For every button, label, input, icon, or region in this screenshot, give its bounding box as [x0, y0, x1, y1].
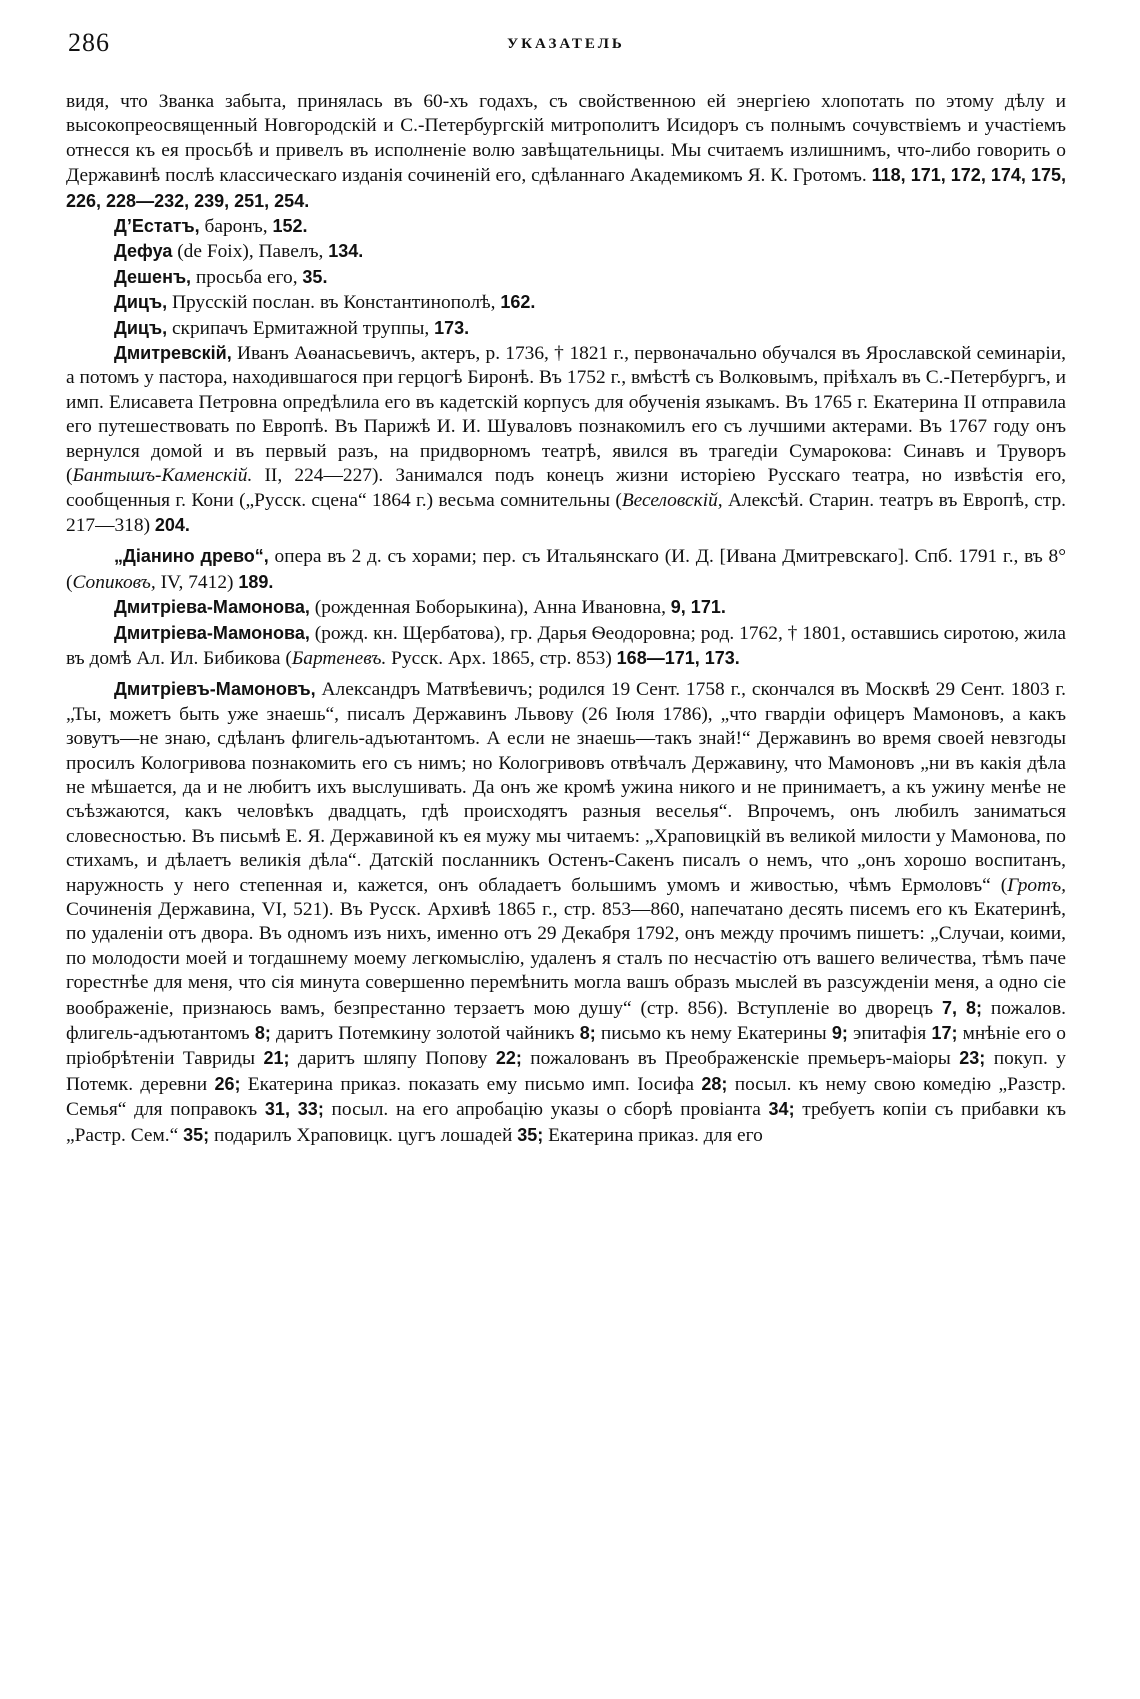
entry-headword: Дмитревскiй,	[114, 343, 232, 364]
page-refs: 21;	[263, 1048, 290, 1069]
source-citation: Сопиковъ,	[72, 571, 156, 593]
entry-text: (рожд. кн. Щербатова), гр. Дарья Ѳеодоровна; род. 1762, † 1801, оставшись сиротою, жила въ домѣ Ал. Ил. Бибикова (	[66, 622, 1066, 669]
page-number: 286	[68, 28, 110, 57]
page-refs: 17;	[931, 1023, 958, 1044]
page-refs: 22;	[495, 1048, 522, 1069]
entry-headword: Д’Естатъ,	[114, 216, 200, 237]
entry-headword: „Дiанино древо“,	[114, 546, 269, 567]
entry-headword: Дицъ,	[114, 292, 168, 313]
page-refs: 168—171, 173.	[616, 647, 740, 668]
page-refs: 152.	[272, 216, 308, 237]
entry-text: письмо къ нему Екатерины	[595, 1023, 827, 1045]
entry-text: посыл. на его апробацiю указы о сборѣ провiанта	[323, 1099, 761, 1121]
page-refs: 8;	[254, 1023, 271, 1044]
entry-text: Екатерина приказ. для его	[543, 1124, 763, 1146]
entry-headword: Дефуа	[114, 241, 173, 262]
entry-headword: Дицъ,	[114, 317, 168, 338]
page-refs: 35;	[517, 1124, 544, 1145]
page-refs: 134.	[328, 241, 364, 262]
entry-text: посыл. къ нему свою комедiю „Разстр. Семья“ для поправокъ	[66, 1073, 1066, 1121]
entry-text: даритъ шляпу Попову	[289, 1048, 488, 1070]
entry-text: мнѣнiе его о прiобрѣтенiи Тавриды	[66, 1023, 1066, 1070]
page-refs: 8;	[579, 1023, 596, 1044]
entry-text: пожалов. флигель-адъютантомъ	[66, 997, 1066, 1045]
page-refs: 26;	[214, 1073, 241, 1094]
entry-text: (de Foix), Павелъ,	[177, 241, 324, 263]
entry-text: Александръ Матвѣевичъ; родился 19 Сент. 1758 г., скончался въ Москвѣ 29 Сент. 1803 г. „Ты, можетъ быть уже знаешь“, писалъ Державинъ Львову (26 Iюля 1786), „что гвардiи офицеръ Мамоновъ, а какъ зовутъ—не знаю, сдѣланъ флигель-адъютантомъ. А если не знаешь—такъ знай!“ Державинъ во время своей невзгоды просилъ Кологривова познакомить его съ нимъ; но Кологривовъ отвѣчалъ Державину, что Мамоновъ „ни въ какiя дѣла не мѣшается, да и не любитъ ихъ выслушивать. Да онъ же кромѣ ужина никого и не принимаетъ, а къ ужину менѣе не съѣзжаются, какъ человѣкъ двадцать, гдѣ происходятъ разныя веселья“. Впрочемъ, онъ любилъ заниматься словесностью. Въ письмѣ Е. Я. Державиной къ ея мужу мы читаемъ: „Храповицкiй въ великой милости у Мамонова, по стихамъ, и дѣлаетъ великiя дѣла“. Датскiй посланникъ Остенъ-Сакенъ писалъ о немъ, что „онъ хорошо воспитанъ, наружность у него степенная и, кажется, онъ обладаетъ большимъ умомъ и живостью, чѣмъ Ермоловъ“ (	[66, 679, 1066, 896]
entry-text: Алексѣй. Старин. театръ въ Европѣ, стр. 217—318)	[66, 489, 1066, 536]
index-entry	[66, 341, 1066, 538]
page-refs: 34;	[768, 1099, 795, 1120]
index-entry-continuation	[66, 90, 1066, 214]
page-refs: 23;	[959, 1048, 986, 1069]
page-header	[66, 28, 1066, 68]
entry-headword: Дмитрiева-Мамонова,	[114, 597, 310, 618]
entry-text: пожалованъ въ Преображенскiе премьеръ-маiоры	[521, 1048, 951, 1070]
running-title: УКАЗАТЕЛЬ	[507, 36, 625, 52]
page-refs: 162.	[500, 292, 536, 313]
entry-text: IV, 7412)	[155, 571, 234, 593]
entry-text: подарилъ Храповицк. цугъ лошадей	[209, 1124, 513, 1146]
entry-text: Сочиненiя Державина, VI, 521). Въ Русск. Архивѣ 1865 г., стр. 853—860, напечатано десять писемъ его къ Екатеринѣ, по удаленiи отъ двора. Въ одномъ изъ нихъ, именно отъ 29 Декабря 1792, онъ между прочимъ пишетъ: „Случаи, коими, по молодости моей и тогдашнему моему легкомыслiю, удаленъ я сталъ по несчастiю отъ вашего величества, тѣмъ паче горестнѣе для меня, что сiя минута совершенно перемѣнить могла вашъ образъ мыслей въ разсужденiи меня, а одно сiе воображенiе, признаюсь вамъ, безпрестанно терзаетъ мою душу“ (стр. 856). Вступленiе во дворецъ	[66, 899, 1066, 1019]
page-refs: 28;	[701, 1073, 728, 1094]
index-entry	[66, 544, 1066, 595]
source-citation: Гротъ,	[1007, 874, 1066, 896]
entry-text: скрипачъ Ермитажной труппы,	[171, 317, 430, 339]
page-refs: 9, 171.	[670, 597, 726, 618]
page-refs: 189.	[238, 571, 274, 592]
entry-text: опера въ 2 д. съ хорами; пер. съ Итальянскаго (И. Д. [Ивана Дмитревскаго]. Спб. 1791 г., въ 8° (	[66, 546, 1066, 593]
entry-text: Прусскiй послан. въ Константинополѣ,	[171, 292, 496, 314]
book-page	[66, 28, 1066, 1678]
page-refs: 118, 171, 172, 174, 175, 226, 228—232, 239, 251, 254.	[66, 165, 1066, 211]
index-entry	[66, 214, 1066, 239]
entry-text: эпитафiя	[847, 1023, 927, 1045]
entry-headword: Дмитрiевъ-Мамоновъ,	[114, 679, 316, 700]
entry-headword: Дмитрiева-Мамонова,	[114, 622, 310, 643]
page-refs: 35.	[302, 266, 328, 287]
entry-text: даритъ Потемкину золотой чайникъ	[270, 1023, 575, 1045]
index-text	[66, 90, 1066, 1148]
page-refs: 204.	[154, 514, 190, 535]
entry-text: (рожденная Боборыкина), Анна Ивановна,	[314, 597, 666, 619]
index-entry	[66, 316, 1066, 341]
index-entry	[66, 677, 1066, 1148]
entry-text: просьба его,	[195, 266, 298, 288]
page-refs: 173.	[434, 317, 470, 338]
index-entry	[66, 290, 1066, 315]
entry-headword: Дешенъ,	[114, 266, 192, 287]
entry-text: баронъ,	[204, 216, 268, 238]
page-refs: 35;	[183, 1124, 210, 1145]
source-citation: Веселовскiй,	[621, 489, 723, 511]
entry-text: Иванъ Аѳанасьевичъ, актеръ, р. 1736, † 1821 г., первоначально обучался въ Ярославской семинарiи, а потомъ у пастора, находившагося при герцогѣ Биронѣ. Въ 1752 г., вмѣстѣ съ Волковымъ, прiѣхалъ въ С.-Петербургъ, и имп. Елисавета Петровна опредѣлила его въ кадетскiй корпусъ для обученiя языкамъ. Въ 1765 г. Екатерина II отправила его путешествовать по Европѣ. Въ Парижѣ И. И. Шуваловъ познакомилъ его съ лучшими актерами. Въ 1767 году онъ вернулся домой и въ первый разъ, на придворномъ театрѣ, явился въ трагедiи Сумарокова: Синавъ и Труворъ (	[66, 343, 1066, 487]
index-entry	[66, 621, 1066, 672]
page-refs: 7, 8;	[941, 997, 982, 1018]
entry-text: покуп. у Потемк. деревни	[66, 1048, 1066, 1095]
entry-text: Русск. Арх. 1865, стр. 853)	[386, 647, 612, 669]
index-entry	[66, 595, 1066, 620]
index-entry	[66, 239, 1066, 264]
source-citation: Бантышъ-Каменскiй.	[72, 465, 253, 487]
page-refs: 31, 33;	[264, 1099, 324, 1120]
page-refs: 9;	[831, 1023, 848, 1044]
entry-text: требуетъ копiи съ прибавки къ „Растр. Сем.“	[66, 1099, 1066, 1146]
index-entry	[66, 265, 1066, 290]
entry-text: видя, что Званка забыта, принялась въ 60-хъ годахъ, съ свойственною ей энергiею хлопотать по этому дѣлу и высокопреосвященный Новгородскiй и С.-Петербургскiй митрополитъ Исидоръ съ полнымъ сочувствiемъ и участiемъ отнесся къ ея просьбѣ и привелъ въ исполненiе волю завѣщательницы. Мы считаемъ излишнимъ, что-либо говорить о Державинѣ послѣ классическаго изданiя сочиненiй его, сдѣланнаго Академикомъ Я. К. Гротомъ.	[66, 91, 1066, 187]
source-citation: Бартеневъ.	[291, 647, 387, 669]
entry-text: Екатерина приказ. показать ему письмо имп. Iосифа	[240, 1073, 695, 1095]
entry-text: II, 224—227). Занимался подъ конецъ жизни исторiею Русскаго театра, но извѣстiя его, сообщенныя г. Кони („Русск. сцена“ 1864 г.) весьма сомнительны (	[66, 465, 1066, 511]
